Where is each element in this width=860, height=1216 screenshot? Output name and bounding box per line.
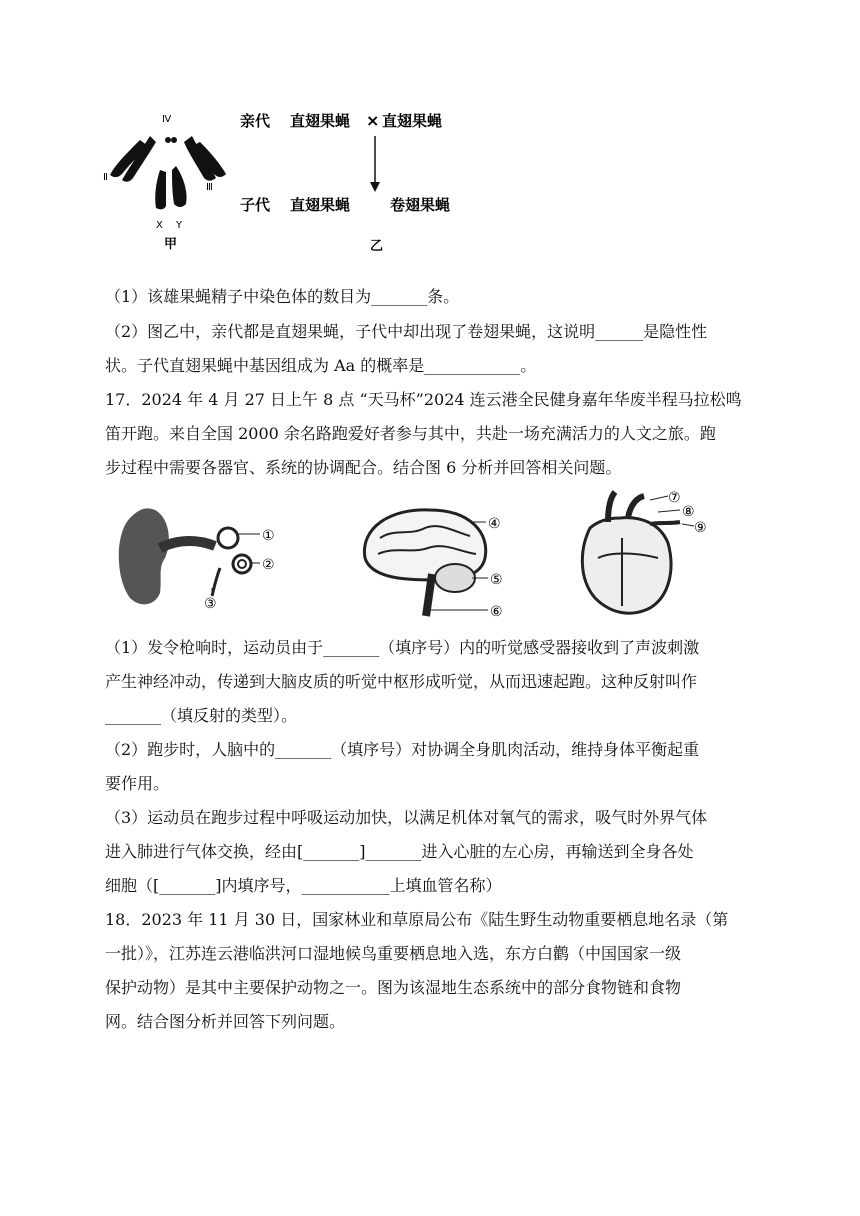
- panel-label-yi: 乙: [370, 239, 384, 254]
- parent-1: 直翅果蝇: [290, 112, 351, 130]
- q16-part1: （1）该雄果蝇精子中染色体的数目为_______条。: [105, 287, 460, 306]
- offspring-label: 子代: [240, 196, 271, 214]
- chromosome-diagram: [110, 136, 226, 209]
- parents-label: 亲代: [240, 112, 271, 130]
- label-5: ⑤: [490, 572, 503, 588]
- offspring-1: 直翅果蝇: [290, 196, 351, 214]
- brain-illustration: [364, 510, 488, 616]
- chromosome-label-x: X: [156, 220, 163, 231]
- q17-intro-line1: 17．2024 年 4 月 27 日上午 8 点 “天马杯”2024 连云港全民健身嘉年华废半程马拉松鸣: [105, 390, 742, 409]
- q17-part1-line3: _______（填反射的类型）。: [105, 706, 298, 725]
- heart-illustration: [582, 492, 694, 613]
- q17-intro-line3: 步过程中需要各器官、系统的协调配合。结合图 6 分析并回答相关问题。: [105, 458, 622, 477]
- q18-line1: 18．2023 年 11 月 30 日，国家林业和草原局公布《陆生野生动物重要栖息地名录（第: [105, 910, 729, 929]
- chromosome-label-iv: Ⅳ: [162, 114, 172, 125]
- q17-part2-line1: （2）跑步时，人脑中的_______（填序号）对协调全身肌肉活动，维持身体平衡起重: [105, 740, 700, 759]
- label-1: ①: [262, 528, 275, 544]
- fruit-fly-figure: [100, 100, 480, 260]
- label-8: ⑧: [682, 504, 695, 520]
- q16-part2-line2: 状。子代直翅果蝇中基因组成为 Aa 的概率是____________。: [105, 356, 537, 375]
- cross-arrowhead: [370, 182, 380, 192]
- q18-line4: 网。结合图分析并回答下列问题。: [105, 1012, 346, 1031]
- q17-part3-line1: （3）运动员在跑步过程中呼吸运动加快，以满足机体对氧气的需求，吸气时外界气体: [105, 808, 708, 827]
- q17-part2-line2: 要作用。: [105, 774, 170, 793]
- figure-6: [110, 488, 730, 628]
- q17-part1-line1: （1）发令枪响时，运动员由于_______（填序号）内的听觉感受器接收到了声波刺激: [105, 638, 700, 657]
- cross-symbol: ×: [366, 111, 380, 130]
- q18-line3: 保护动物）是其中主要保护动物之一。图为该湿地生态系统中的部分食物链和食物: [105, 978, 682, 997]
- q17-intro-line2: 笛开跑。来自全国 2000 余名路跑爱好者参与其中，共赴一场充满活力的人文之旅。跑: [105, 424, 716, 443]
- label-6: ⑥: [490, 604, 503, 620]
- label-7: ⑦: [668, 490, 681, 506]
- label-4: ④: [488, 516, 501, 532]
- q16-part2-line1: （2）图乙中，亲代都是直翅果蝇，子代中却出现了卷翅果蝇，这说明______是隐性性: [105, 322, 708, 341]
- q17-part3-line3: 细胞（[_______]内填序号，___________上填血管名称）: [105, 876, 502, 895]
- q17-part1-line2: 产生神经冲动，传递到大脑皮质的听觉中枢形成听觉，从而迅速起跑。这种反射叫作: [105, 672, 698, 691]
- offspring-2: 卷翅果蝇: [390, 196, 451, 214]
- ear-illustration: [119, 508, 260, 604]
- label-3: ③: [204, 596, 217, 612]
- label-2: ②: [262, 557, 275, 573]
- panel-label-jia: 甲: [164, 237, 178, 252]
- parent-2: 直翅果蝇: [382, 112, 443, 130]
- q17-part3-line2: 进入肺进行气体交换，经由[_______]_______进入心脏的左心房，再输送到全身各处: [105, 842, 694, 861]
- label-9: ⑨: [694, 520, 707, 536]
- chromosome-label-ii: Ⅱ: [103, 172, 108, 183]
- chromosome-label-y: Y: [176, 220, 183, 231]
- q18-line2: 一批）》，江苏连云港临洪河口湿地候鸟重要栖息地入选，东方白鹳（中国国家一级: [105, 944, 682, 963]
- chromosome-label-iii: Ⅲ: [206, 182, 213, 193]
